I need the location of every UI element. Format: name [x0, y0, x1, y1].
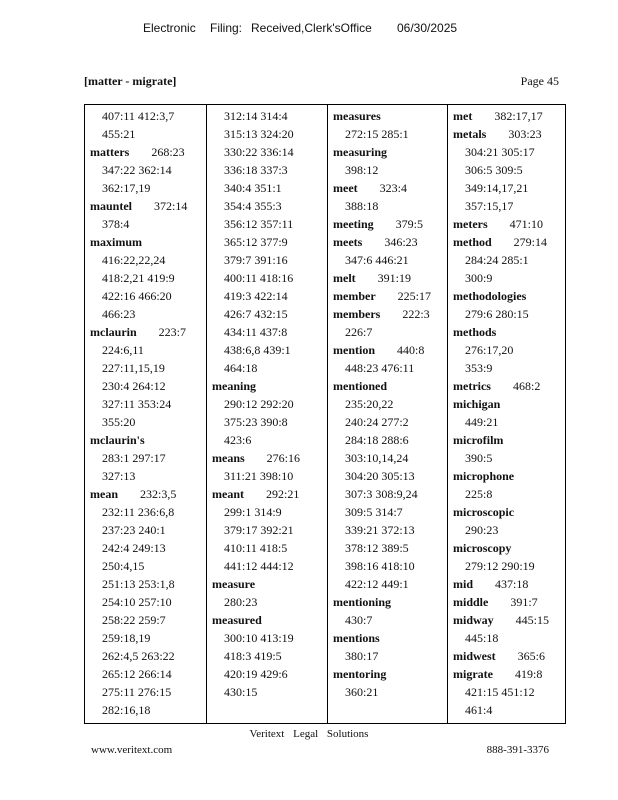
index-reference-line: 280:23 — [224, 595, 258, 609]
index-term-reference: 323:4 — [379, 181, 407, 195]
index-reference-line: 303:10,14,24 — [345, 451, 409, 465]
index-reference-line: 225:8 — [465, 487, 493, 501]
index-term — [448, 503, 565, 521]
index-term — [448, 467, 565, 485]
index-term-word: microphone — [453, 469, 515, 483]
index-term-word: means — [212, 451, 245, 465]
index-reference-line: 240:24 277:2 — [345, 415, 409, 429]
index-reference-line: 390:5 — [465, 451, 493, 465]
index-reference-line: 254:10 257:10 — [102, 595, 172, 609]
index-reference-line: 418:3 419:5 — [224, 649, 282, 663]
index-reference-line: 276:17,20 — [465, 343, 514, 357]
index-term-word: method — [453, 235, 492, 249]
index-reference-line: 461:4 — [465, 703, 493, 717]
index-reference-line: 449:21 — [465, 415, 499, 429]
index-term — [448, 125, 565, 143]
index-term-word: maximum — [90, 235, 142, 249]
index-column-2 — [206, 105, 327, 723]
index-reference-line: 422:12 449:1 — [345, 577, 409, 591]
index-term-word: methodologies — [453, 289, 527, 303]
index-term — [85, 431, 206, 449]
index-term-word: metrics — [453, 379, 491, 393]
footer-company: Veritext Legal Solutions — [249, 728, 369, 740]
index-term-word: mentioned — [333, 379, 387, 393]
index-term-word: measures — [333, 109, 381, 123]
index-term — [448, 431, 565, 449]
index-term — [85, 197, 206, 215]
index-term — [85, 485, 206, 503]
stamp-date: 06/30/2025 — [397, 21, 458, 35]
index-term-word: michigan — [453, 397, 501, 411]
index-reference-line: 448:23 476:11 — [345, 361, 415, 375]
index-term-reference: 382:17,17 — [494, 109, 543, 123]
index-term-word: met — [453, 109, 473, 123]
index-term-word: mentoring — [333, 667, 387, 681]
index-term-reference: 379:5 — [395, 217, 423, 231]
index-term — [328, 179, 447, 197]
index-term-word: meet — [333, 181, 358, 195]
index-term-reference: 292:21 — [266, 487, 300, 501]
index-term — [328, 215, 447, 233]
index-term-reference: 279:14 — [513, 235, 548, 249]
index-term — [328, 269, 447, 287]
index-term — [328, 287, 447, 305]
index-term-word: metals — [453, 127, 487, 141]
index-reference-line: 340:4 351:1 — [224, 181, 282, 195]
index-term-word: mention — [333, 343, 375, 357]
index-term-reference: 223:7 — [158, 325, 187, 339]
index-term — [207, 611, 327, 629]
index-term-reference: 222:3 — [402, 307, 430, 321]
index-reference-line: 304:21 305:17 — [465, 145, 535, 159]
index-reference-line: 300:9 — [465, 271, 493, 285]
index-term-word: meaning — [212, 379, 257, 393]
index-reference-line: 422:16 466:20 — [102, 289, 172, 303]
index-reference-line: 398:12 — [345, 163, 379, 177]
index-term — [448, 323, 565, 341]
index-term — [328, 305, 447, 323]
index-reference-line: 339:21 372:13 — [345, 523, 415, 537]
index-term-word: measuring — [333, 145, 387, 159]
index-term-reference: 268:23 — [151, 145, 185, 159]
index-term — [448, 647, 565, 665]
index-reference-line: 430:15 — [224, 685, 258, 699]
index-reference-line: 232:11 236:6,8 — [102, 505, 175, 519]
index-reference-line: 355:20 — [102, 415, 136, 429]
index-term-word: measure — [212, 577, 256, 591]
index-term — [85, 233, 206, 251]
index-term — [448, 539, 565, 557]
index-term-reference: 303:23 — [508, 127, 542, 141]
word-index-table — [84, 104, 566, 724]
index-reference-line: 230:4 264:12 — [102, 379, 166, 393]
index-reference-line: 279:6 280:15 — [465, 307, 529, 321]
index-reference-line: 410:11 418:5 — [224, 541, 288, 555]
index-term-reference: 276:16 — [266, 451, 301, 465]
index-reference-line: 356:12 357:11 — [224, 217, 294, 231]
index-reference-line: 419:3 422:14 — [224, 289, 288, 303]
index-term-word: middle — [453, 595, 489, 609]
index-term — [328, 233, 447, 251]
index-term — [328, 593, 447, 611]
index-term — [448, 107, 565, 125]
index-term — [448, 215, 565, 233]
index-term — [448, 593, 565, 611]
index-term — [328, 665, 447, 683]
index-reference-line: 400:11 418:16 — [224, 271, 294, 285]
index-reference-line: 418:2,21 419:9 — [102, 271, 175, 285]
index-reference-line: 423:6 — [224, 433, 252, 447]
index-reference-line: 421:15 451:12 — [465, 685, 535, 699]
index-term — [448, 233, 565, 251]
index-reference-line: 315:13 324:20 — [224, 127, 294, 141]
index-term-reference: 445:15 — [515, 613, 550, 627]
index-reference-line: 357:15,17 — [465, 199, 514, 213]
index-term-word: mclaurin's — [90, 433, 145, 447]
index-term-word: matters — [90, 145, 130, 159]
index-term-word: measured — [212, 613, 262, 627]
index-term-word: migrate — [453, 667, 493, 681]
index-term-reference: 225:17 — [397, 289, 431, 303]
index-reference-line: 407:11 412:3,7 — [102, 109, 175, 123]
index-reference-line: 304:20 305:13 — [345, 469, 415, 483]
index-reference-line: 349:14,17,21 — [465, 181, 529, 195]
index-term-word: members — [333, 307, 381, 321]
index-reference-line: 378:4 — [102, 217, 130, 231]
footer-website: www.veritext.com — [91, 744, 173, 756]
index-term-word: mid — [453, 577, 474, 591]
index-term-word: meets — [333, 235, 363, 249]
index-reference-line: 279:12 290:19 — [465, 559, 535, 573]
index-reference-line: 275:11 276:15 — [102, 685, 172, 699]
index-term-word: meant — [212, 487, 244, 501]
index-term — [207, 377, 327, 395]
index-reference-line: 300:10 413:19 — [224, 631, 294, 645]
index-reference-line: 284:24 285:1 — [465, 253, 529, 267]
index-reference-line: 398:16 418:10 — [345, 559, 415, 573]
index-reference-line: 283:1 297:17 — [102, 451, 166, 465]
index-reference-line: 258:22 259:7 — [102, 613, 166, 627]
index-reference-line: 330:22 336:14 — [224, 145, 294, 159]
index-term-reference: 232:3,5 — [140, 487, 177, 501]
index-reference-line: 312:14 314:4 — [224, 109, 288, 123]
index-reference-line: 416:22,22,24 — [102, 253, 166, 267]
index-term — [448, 377, 565, 395]
index-reference-line: 307:3 308:9,24 — [345, 487, 418, 501]
index-reference-line: 224:6,11 — [102, 343, 144, 357]
index-reference-line: 434:11 437:8 — [224, 325, 288, 339]
index-term-word: mclaurin — [90, 325, 137, 339]
index-term — [328, 143, 447, 161]
index-reference-line: 360:21 — [345, 685, 379, 699]
index-reference-line: 375:23 390:8 — [224, 415, 288, 429]
index-reference-line: 378:12 389:5 — [345, 541, 409, 555]
index-reference-line: 420:19 429:6 — [224, 667, 288, 681]
index-term-word: meeting — [333, 217, 374, 231]
stamp-electronic: Electronic — [143, 21, 196, 35]
index-term-word: midwest — [453, 649, 496, 663]
index-term-reference: 437:18 — [495, 577, 529, 591]
index-term-word: microscopic — [453, 505, 515, 519]
index-term-reference: 391:7 — [510, 595, 538, 609]
index-reference-line: 242:4 249:13 — [102, 541, 166, 555]
index-reference-line: 290:23 — [465, 523, 499, 537]
index-reference-line: 430:7 — [345, 613, 373, 627]
index-reference-line: 282:16,18 — [102, 703, 151, 717]
index-term-word: mentions — [333, 631, 380, 645]
index-term — [85, 143, 206, 161]
index-reference-line: 354:4 355:3 — [224, 199, 282, 213]
index-reference-line: 250:4,15 — [102, 559, 145, 573]
index-reference-line: 226:7 — [345, 325, 373, 339]
index-reference-line: 426:7 432:15 — [224, 307, 288, 321]
stamp-received: Received,Clerk'sOffice — [251, 21, 372, 35]
index-reference-line: 272:15 285:1 — [345, 127, 409, 141]
index-term-reference: 468:2 — [512, 379, 541, 393]
index-term-reference: 391:19 — [377, 271, 411, 285]
index-reference-line: 466:23 — [102, 307, 136, 321]
index-reference-line: 235:20,22 — [345, 397, 394, 411]
index-term — [328, 107, 447, 125]
index-term — [448, 575, 565, 593]
index-column-1 — [85, 105, 206, 723]
index-reference-line: 227:11,15,19 — [102, 361, 165, 375]
index-reference-line: 237:23 240:1 — [102, 523, 166, 537]
index-term-reference: 419:8 — [514, 667, 543, 681]
index-term-word: mean — [90, 487, 118, 501]
index-reference-line: 265:12 266:14 — [102, 667, 172, 681]
index-term — [448, 287, 565, 305]
index-reference-line: 455:21 — [102, 127, 136, 141]
index-term-word: methods — [453, 325, 497, 339]
index-reference-line: 365:12 377:9 — [224, 235, 288, 249]
stamp-filing: Filing: — [210, 21, 243, 35]
index-term — [448, 665, 565, 683]
index-reference-line: 388:18 — [345, 199, 379, 213]
index-term-word: meters — [453, 217, 488, 231]
index-reference-line: 290:12 292:20 — [224, 397, 294, 411]
index-term — [85, 323, 206, 341]
index-range-label: [matter - migrate] — [84, 74, 177, 88]
index-reference-line: 262:4,5 263:22 — [102, 649, 175, 663]
index-reference-line: 438:6,8 439:1 — [224, 343, 291, 357]
index-term — [207, 485, 327, 503]
index-reference-line: 309:5 314:7 — [345, 505, 403, 519]
index-term-reference: 372:14 — [154, 199, 188, 213]
index-column-4 — [447, 105, 565, 723]
index-term-word: midway — [453, 613, 494, 627]
index-reference-line: 311:21 398:10 — [224, 469, 294, 483]
footer-phone: 888-391-3376 — [486, 744, 549, 756]
index-reference-line: 445:18 — [465, 631, 499, 645]
index-reference-line: 259:18,19 — [102, 631, 151, 645]
index-term-reference: 365:6 — [517, 649, 546, 663]
index-term — [207, 575, 327, 593]
index-reference-line: 464:18 — [224, 361, 258, 375]
index-term-word: member — [333, 289, 376, 303]
index-term — [328, 629, 447, 647]
index-term — [448, 611, 565, 629]
index-reference-line: 362:17,19 — [102, 181, 151, 195]
index-term — [207, 449, 327, 467]
page-number: Page 45 — [520, 74, 559, 88]
index-reference-line: 380:17 — [345, 649, 379, 663]
index-reference-line: 306:5 309:5 — [465, 163, 523, 177]
index-reference-line: 327:13 — [102, 469, 136, 483]
index-reference-line: 353:9 — [465, 361, 493, 375]
index-reference-line: 379:17 392:21 — [224, 523, 294, 537]
index-reference-line: 327:11 353:24 — [102, 397, 172, 411]
index-term-word: melt — [333, 271, 356, 285]
index-reference-line: 347:22 362:14 — [102, 163, 172, 177]
index-term — [448, 395, 565, 413]
index-term-reference: 346:23 — [384, 235, 418, 249]
index-reference-line: 441:12 444:12 — [224, 559, 294, 573]
index-term-word: microfilm — [453, 433, 504, 447]
index-reference-line: 347:6 446:21 — [345, 253, 409, 267]
index-term — [328, 377, 447, 395]
index-column-3 — [327, 105, 447, 723]
index-term-reference: 471:10 — [509, 217, 543, 231]
index-term-reference: 440:8 — [397, 343, 425, 357]
index-reference-line: 336:18 337:3 — [224, 163, 288, 177]
index-term — [328, 341, 447, 359]
index-reference-line: 379:7 391:16 — [224, 253, 288, 267]
index-term-word: mauntel — [90, 199, 132, 213]
index-term-word: microscopy — [453, 541, 512, 555]
index-reference-line: 251:13 253:1,8 — [102, 577, 175, 591]
index-reference-line: 284:18 288:6 — [345, 433, 409, 447]
index-reference-line: 299:1 314:9 — [224, 505, 282, 519]
index-term-word: mentioning — [333, 595, 392, 609]
